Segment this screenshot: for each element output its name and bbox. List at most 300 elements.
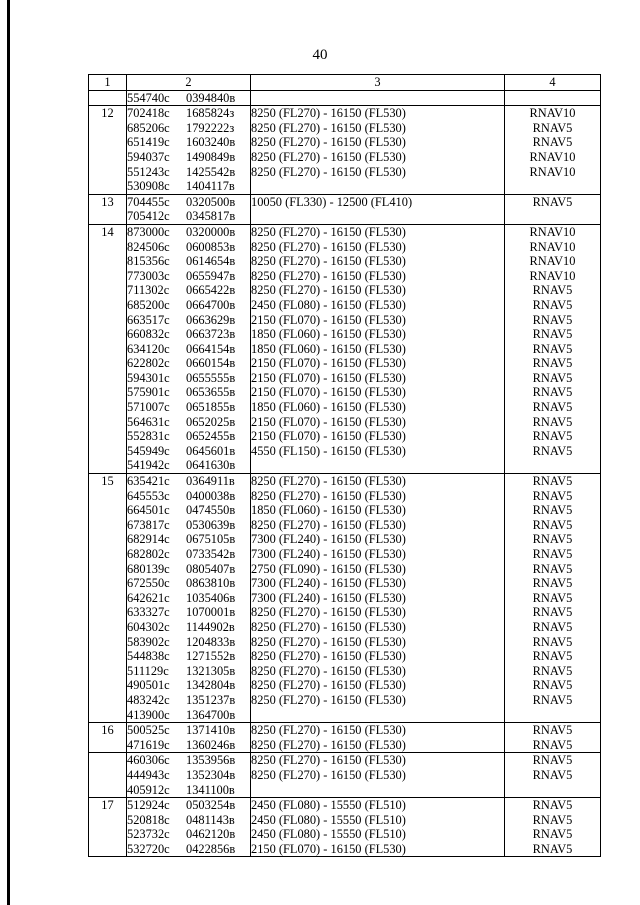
altitude-range-cell: 8250 (FL270) - 16150 (FL530) [251,269,505,284]
altitude-range-cell: 8250 (FL270) - 16150 (FL530) [251,635,505,650]
table-row [89,209,601,224]
coordinates-cell [127,400,251,415]
longitude: 1341100в [186,782,235,797]
navigation-spec-cell: RNAV5 [505,283,601,298]
navigation-spec-cell: RNAV5 [505,813,601,828]
table-body [89,75,601,857]
altitude-range-cell [251,90,505,106]
longitude: 0653655в [186,385,236,400]
altitude-range-cell [251,783,505,798]
longitude: 0530639в [186,517,236,532]
latitude: 552831с [127,429,170,444]
table-row [89,194,601,209]
latitude: 673817с [127,517,170,532]
navigation-spec-cell: RNAV5 [505,342,601,357]
table-row [89,474,601,489]
latitude: 594301с [127,370,170,385]
longitude: 0400038в [186,488,236,503]
route-number-cell [89,429,127,444]
table-row [89,254,601,269]
table-row [89,415,601,430]
navigation-spec-cell: RNAV5 [505,605,601,620]
altitude-range-cell: 2150 (FL070) - 16150 (FL530) [251,429,505,444]
altitude-range-cell: 7300 (FL240) - 16150 (FL530) [251,532,505,547]
latitude: 651419с [127,135,170,150]
table-row [89,106,601,121]
coordinates-cell [127,635,251,650]
latitude: 815356с [127,254,170,269]
latitude: 635421с [127,474,170,489]
table-row [89,150,601,165]
route-number-cell [89,738,127,753]
longitude: 1353956в [186,753,236,768]
latitude: 682914с [127,532,170,547]
route-number-cell [89,415,127,430]
latitude: 511129с [127,663,169,678]
coordinates-cell [127,298,251,313]
navigation-spec-cell: RNAV5 [505,664,601,679]
table-row [89,121,601,136]
coordinates-cell [127,723,251,738]
coordinates-cell [127,165,251,180]
latitude: 672550с [127,576,170,591]
altitude-range-cell: 8250 (FL270) - 16150 (FL530) [251,693,505,708]
navigation-spec-cell: RNAV5 [505,547,601,562]
navigation-spec-cell: RNAV5 [505,693,601,708]
navigation-spec-cell: RNAV5 [505,842,601,857]
coordinates-cell [127,90,251,106]
route-number-cell [89,444,127,459]
navigation-spec-cell: RNAV5 [505,576,601,591]
header-col-4: 4 [505,75,601,91]
longitude: 0664154в [186,341,236,356]
latitude: 500525с [127,723,170,738]
table-row [89,605,601,620]
latitude: 702418с [127,106,170,121]
coordinates-cell [127,385,251,400]
latitude: 545949с [127,443,170,458]
table-row [89,342,601,357]
table-row [89,798,601,813]
altitude-range-cell: 7300 (FL240) - 16150 (FL530) [251,547,505,562]
latitude: 664501с [127,503,170,518]
latitude: 711302с [127,283,170,298]
navigation-spec-cell: RNAV10 [505,106,601,121]
latitude: 564631с [127,414,170,429]
route-number-cell [89,605,127,620]
route-number-cell [89,768,127,783]
altitude-range-cell: 8250 (FL270) - 16150 (FL530) [251,753,505,768]
longitude: 0733542в [186,547,236,561]
longitude: 0805407в [186,561,236,576]
navigation-spec-cell: RNAV10 [505,165,601,180]
longitude: 1204833в [186,634,236,649]
navigation-spec-cell: RNAV5 [505,474,601,489]
navigation-spec-cell: RNAV5 [505,532,601,547]
latitude: 685206с [127,120,170,135]
longitude: 1404117в [186,179,235,194]
longitude: 0394840в [186,90,236,105]
navigation-spec-cell: RNAV5 [505,798,601,813]
route-number-cell [89,400,127,415]
table-row [89,649,601,664]
longitude: 0320500в [186,194,236,209]
route-number-cell [89,562,127,577]
altitude-range-cell: 2450 (FL080) - 16150 (FL530) [251,298,505,313]
table-row [89,356,601,371]
navigation-spec-cell [505,708,601,723]
longitude: 0481143в [186,812,235,827]
latitude: 680139с [127,561,170,576]
navigation-spec-cell: RNAV5 [505,827,601,842]
route-number-cell [89,576,127,591]
route-number-cell: 14 [89,224,127,239]
navigation-spec-cell: RNAV5 [505,121,601,136]
longitude: 0863810в [186,576,236,591]
navigation-spec-cell: RNAV10 [505,150,601,165]
coordinates-cell [127,150,251,165]
altitude-range-cell: 8250 (FL270) - 16150 (FL530) [251,150,505,165]
latitude: 471619с [127,737,170,752]
route-number-cell [89,385,127,400]
table-row [89,489,601,504]
navigation-spec-cell: RNAV5 [505,356,601,371]
longitude: 0664700в [186,297,236,312]
latitude: 685200с [127,297,170,312]
route-number-cell [89,90,127,106]
altitude-range-cell [251,209,505,224]
table-row [89,753,601,768]
coordinates-cell [127,458,251,473]
navigation-spec-cell: RNAV5 [505,562,601,577]
route-number-cell [89,135,127,150]
coordinates-cell [127,269,251,284]
longitude: 0663629в [186,312,236,327]
longitude: 0345817в [186,209,236,224]
latitude: 622802с [127,356,170,371]
table-row [89,708,601,723]
coordinates-cell [127,179,251,194]
table-row [89,813,601,828]
coordinates-cell [127,813,251,828]
longitude: 1342804в [186,678,236,693]
altitude-range-cell: 2150 (FL070) - 16150 (FL530) [251,415,505,430]
table-row [89,635,601,650]
latitude: 604302с [127,619,170,634]
table-row [89,768,601,783]
altitude-range-cell: 8250 (FL270) - 16150 (FL530) [251,620,505,635]
route-number-cell [89,708,127,723]
latitude: 575901с [127,385,170,400]
coordinates-cell [127,444,251,459]
altitude-range-cell: 8250 (FL270) - 16150 (FL530) [251,106,505,121]
route-number-cell: 17 [89,798,127,813]
table-row [89,458,601,473]
latitude: 633327с [127,605,170,620]
latitude: 571007с [127,400,170,415]
latitude: 512924с [127,798,170,813]
coordinates-cell [127,605,251,620]
latitude: 444943с [127,767,170,782]
table-row [89,503,601,518]
longitude: 0320000в [186,224,236,239]
latitude: 532720с [127,841,170,856]
coordinates-cell [127,503,251,518]
coordinates-cell [127,415,251,430]
route-number-cell [89,356,127,371]
route-number-cell [89,342,127,357]
coordinates-cell [127,591,251,606]
coordinates-cell [127,753,251,768]
altitude-range-cell: 8250 (FL270) - 16150 (FL530) [251,605,505,620]
table-row [89,429,601,444]
latitude: 682802с [127,547,170,561]
altitude-range-cell: 8250 (FL270) - 16150 (FL530) [251,224,505,239]
coordinates-cell [127,327,251,342]
navigation-spec-cell: RNAV5 [505,768,601,783]
table-row [89,827,601,842]
route-number-cell [89,620,127,635]
altitude-range-cell: 8250 (FL270) - 16150 (FL530) [251,723,505,738]
longitude: 0663723в [186,327,236,342]
route-number-cell [89,165,127,180]
latitude: 541942с [127,458,170,473]
navigation-spec-cell: RNAV5 [505,385,601,400]
navigation-spec-cell: RNAV5 [505,444,601,459]
route-number-cell [89,635,127,650]
longitude: 0614654в [186,254,236,269]
latitude: 660832с [127,327,170,342]
route-number-cell [89,842,127,857]
table-row [89,620,601,635]
coordinates-cell [127,518,251,533]
coordinates-cell [127,768,251,783]
latitude: 873000с [127,224,170,239]
altitude-range-cell: 2150 (FL070) - 16150 (FL530) [251,842,505,857]
navigation-spec-cell: RNAV10 [505,254,601,269]
altitude-range-cell: 8250 (FL270) - 16150 (FL530) [251,254,505,269]
longitude: 0462120в [186,827,236,842]
coordinates-cell [127,474,251,489]
table-row [89,518,601,533]
table-row [89,385,601,400]
route-number-cell [89,269,127,284]
longitude: 1792222з [186,120,235,135]
coordinates-cell [127,194,251,209]
route-number-cell [89,518,127,533]
header-col-3: 3 [251,75,505,91]
latitude: 530908с [127,179,170,194]
latitude: 663517с [127,312,170,327]
route-number-cell [89,489,127,504]
header-col-1: 1 [89,75,127,91]
table-row [89,723,601,738]
route-number-cell [89,783,127,798]
longitude: 0503254в [186,798,236,813]
altitude-range-cell: 2150 (FL070) - 16150 (FL530) [251,385,505,400]
table-row [89,165,601,180]
navigation-spec-cell: RNAV5 [505,327,601,342]
route-number-cell [89,503,127,518]
table-row [89,664,601,679]
route-number-cell [89,240,127,255]
longitude: 1490849в [186,149,236,164]
latitude: 824506с [127,239,170,254]
coordinates-cell [127,547,251,562]
coordinates-cell [127,283,251,298]
navigation-spec-cell: RNAV5 [505,738,601,753]
latitude: 413900с [127,707,170,722]
longitude: 0652455в [186,429,236,444]
route-number-cell [89,813,127,828]
route-number-cell [89,371,127,386]
table-row [89,269,601,284]
latitude: 634120с [127,341,170,356]
longitude: 0651855в [186,400,236,415]
coordinates-cell [127,254,251,269]
navigation-spec-cell: RNAV5 [505,620,601,635]
coordinates-cell [127,371,251,386]
altitude-range-cell: 1850 (FL060) - 16150 (FL530) [251,327,505,342]
longitude: 1271552в [186,649,236,664]
navigation-spec-cell: RNAV10 [505,269,601,284]
longitude: 0652025в [186,414,236,429]
coordinates-cell [127,240,251,255]
table-row [89,240,601,255]
latitude: 551243с [127,164,170,179]
navigation-spec-cell: RNAV5 [505,518,601,533]
navigation-spec-cell: RNAV5 [505,723,601,738]
coordinates-cell [127,708,251,723]
route-table [88,74,601,857]
longitude: 1364700в [186,707,236,722]
navigation-spec-cell: RNAV5 [505,489,601,504]
route-number-cell [89,121,127,136]
longitude: 0655555в [186,370,236,385]
coordinates-cell [127,842,251,857]
longitude: 1685824з [186,106,235,121]
latitude: 523732с [127,827,170,842]
latitude: 483242с [127,692,170,707]
table-row [89,327,601,342]
table-row [89,135,601,150]
route-number-cell [89,591,127,606]
altitude-range-cell: 8250 (FL270) - 16150 (FL530) [251,283,505,298]
navigation-spec-cell: RNAV5 [505,429,601,444]
longitude: 1144902в [186,619,235,634]
route-number-cell: 15 [89,474,127,489]
table-row [89,678,601,693]
coordinates-cell [127,429,251,444]
route-number-cell [89,150,127,165]
longitude: 0422856в [186,841,236,856]
table-row [89,693,601,708]
altitude-range-cell [251,708,505,723]
altitude-range-cell: 1850 (FL060) - 16150 (FL530) [251,503,505,518]
altitude-range-cell: 10050 (FL330) - 12500 (FL410) [251,194,505,209]
route-number-cell: 12 [89,106,127,121]
route-number-cell [89,313,127,328]
altitude-range-cell: 7300 (FL240) - 16150 (FL530) [251,576,505,591]
coordinates-cell [127,224,251,239]
longitude: 0675105в [186,532,236,547]
coordinates-cell [127,489,251,504]
navigation-spec-cell: RNAV5 [505,371,601,386]
longitude: 0474550в [186,503,236,518]
table-row [89,738,601,753]
coordinates-cell [127,678,251,693]
navigation-spec-cell: RNAV5 [505,635,601,650]
longitude: 1371410в [186,723,236,738]
longitude: 0600853в [186,239,236,254]
navigation-spec-cell [505,458,601,473]
route-number-cell [89,532,127,547]
navigation-spec-cell: RNAV5 [505,194,601,209]
longitude: 1360246в [186,737,236,752]
latitude: 405912с [127,782,170,797]
coordinates-cell [127,121,251,136]
longitude: 1321305в [186,663,236,678]
navigation-spec-cell: RNAV5 [505,649,601,664]
altitude-range-cell: 8250 (FL270) - 16150 (FL530) [251,165,505,180]
table-row [89,371,601,386]
coordinates-cell [127,620,251,635]
latitude: 773003с [127,268,170,283]
altitude-range-cell: 2450 (FL080) - 15550 (FL510) [251,827,505,842]
table-row [89,783,601,798]
table-row [89,179,601,194]
latitude: 544838с [127,649,170,664]
longitude: 0665422в [186,283,236,298]
route-number-cell [89,298,127,313]
coordinates-cell [127,664,251,679]
navigation-spec-cell [505,783,601,798]
latitude: 704455с [127,194,170,209]
coordinates-cell [127,209,251,224]
header-col-2: 2 [127,75,251,91]
route-number-cell [89,664,127,679]
table-row [89,224,601,239]
route-number-cell [89,254,127,269]
altitude-range-cell: 8250 (FL270) - 16150 (FL530) [251,678,505,693]
coordinates-cell [127,356,251,371]
navigation-spec-cell: RNAV5 [505,591,601,606]
altitude-range-cell: 2150 (FL070) - 16150 (FL530) [251,356,505,371]
altitude-range-cell: 2750 (FL090) - 16150 (FL530) [251,562,505,577]
latitude: 520818с [127,812,170,827]
navigation-spec-cell: RNAV5 [505,753,601,768]
route-number-cell: 16 [89,723,127,738]
coordinates-cell [127,106,251,121]
page-number: 40 [312,47,328,63]
longitude: 1603240в [186,135,236,150]
altitude-range-cell: 2150 (FL070) - 16150 (FL530) [251,371,505,386]
latitude: 460306с [127,753,170,768]
navigation-spec-cell [505,90,601,106]
coordinates-cell [127,827,251,842]
coordinates-cell [127,576,251,591]
longitude: 1425542в [186,164,236,179]
longitude: 0641630в [186,458,236,473]
longitude: 1070001в [186,605,236,620]
altitude-range-cell: 8250 (FL270) - 16150 (FL530) [251,135,505,150]
route-number-cell [89,327,127,342]
coordinates-cell [127,532,251,547]
navigation-spec-cell: RNAV5 [505,415,601,430]
table-row [89,576,601,591]
header-row [89,75,601,91]
table-row [89,283,601,298]
